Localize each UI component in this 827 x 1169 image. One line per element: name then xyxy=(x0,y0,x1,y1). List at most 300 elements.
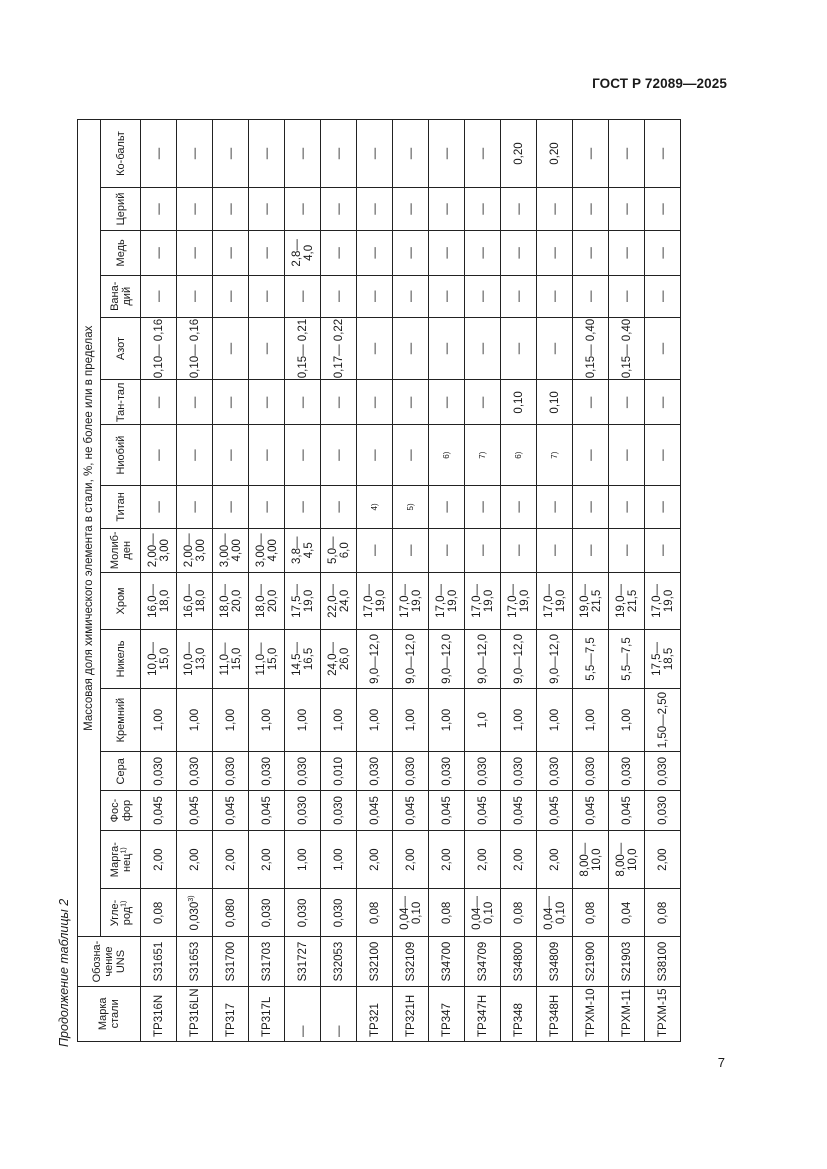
mn-cell: 8,00— 10,0 xyxy=(609,830,645,889)
si-cell: 1,00 xyxy=(357,688,393,752)
uns-cell: S31700 xyxy=(213,937,249,986)
cr-cell: 17,0— 19,0 xyxy=(645,572,681,629)
v-cell: — xyxy=(177,275,213,317)
ce-cell: — xyxy=(249,188,285,231)
cr-cell: 17,0— 19,0 xyxy=(429,572,465,629)
mo-cell: — xyxy=(465,528,501,572)
col-nickel-header: Никель xyxy=(101,630,141,689)
c-cell xyxy=(213,889,249,937)
grade-cell: TP316N xyxy=(141,986,177,1041)
page-number: 7 xyxy=(717,1055,725,1070)
ta-cell: 0,10 xyxy=(501,380,537,425)
p-cell: 0,045 xyxy=(393,791,429,831)
carbon-value: 0,04— 0,10 xyxy=(398,896,423,930)
mo-cell: 3,00— 4,00 xyxy=(213,528,249,572)
si-cell: 1,00 xyxy=(393,688,429,752)
co-cell: — xyxy=(645,120,681,188)
c-cell xyxy=(249,889,285,937)
c-cell xyxy=(393,889,429,937)
grade-cell: TP316LN xyxy=(177,986,213,1041)
co-cell: — xyxy=(141,120,177,188)
si-cell: 1,00 xyxy=(429,688,465,752)
carbon-value: 0,04— 0,10 xyxy=(542,896,567,930)
p-cell: 0,045 xyxy=(609,791,645,831)
v-cell: — xyxy=(249,275,285,317)
nb-cell: 6) xyxy=(429,425,465,486)
s-cell: 0,030 xyxy=(465,752,501,791)
carbon-value: 0,08 xyxy=(512,901,525,925)
col-manganese-header: Марга-нец$^{1)}$ xyxy=(101,830,141,889)
ti-cell: — xyxy=(213,485,249,528)
nb-cell: 7) xyxy=(465,425,501,486)
cu-cell: — xyxy=(213,230,249,275)
carbon-value: 0,04— 0,10 xyxy=(470,896,495,930)
carbon-value: 0,04 xyxy=(620,901,633,925)
mo-cell: — xyxy=(537,528,573,572)
ti-cell: 5) xyxy=(393,485,429,528)
mn-cell: 2,00 xyxy=(537,830,573,889)
c-cell xyxy=(141,889,177,937)
table-body xyxy=(141,120,681,1042)
v-cell: — xyxy=(429,275,465,317)
co-cell: — xyxy=(429,120,465,188)
n-cell: — xyxy=(537,317,573,380)
mn-cell: 2,00 xyxy=(141,830,177,889)
table-row xyxy=(645,120,681,1042)
s-cell: 0,010 xyxy=(321,752,357,791)
grade-cell: TP347H xyxy=(465,986,501,1041)
col-phosphorus-header: Фос-фор xyxy=(101,791,141,831)
cr-cell: 17,0— 19,0 xyxy=(501,572,537,629)
table-row xyxy=(357,120,393,1042)
uns-cell: S31727 xyxy=(285,937,321,986)
ti-cell: — xyxy=(501,485,537,528)
si-cell: 1,00 xyxy=(321,688,357,752)
cr-cell: 19,0— 21,5 xyxy=(609,572,645,629)
s-cell: 0,030 xyxy=(537,752,573,791)
s-cell: 0,030 xyxy=(609,752,645,791)
ni-cell: 9,0—12,0 xyxy=(501,630,537,689)
s-cell: 0,030 xyxy=(393,752,429,791)
ce-cell: — xyxy=(141,188,177,231)
co-cell: — xyxy=(573,120,609,188)
uns-cell: S32100 xyxy=(357,937,393,986)
c-cell xyxy=(429,889,465,937)
co-cell: — xyxy=(177,120,213,188)
v-cell: — xyxy=(321,275,357,317)
mo-cell: — xyxy=(609,528,645,572)
mo-cell: 2,00— 3,00 xyxy=(141,528,177,572)
mo-cell: — xyxy=(357,528,393,572)
col-nitrogen-header: Азот xyxy=(101,317,141,380)
p-cell: 0,045 xyxy=(537,791,573,831)
uns-cell: S34700 xyxy=(429,937,465,986)
cr-cell: 17,0— 19,0 xyxy=(393,572,429,629)
p-cell: 0,030 xyxy=(321,791,357,831)
col-sulfur-header: Сера xyxy=(101,752,141,791)
ce-cell: — xyxy=(537,188,573,231)
ti-cell: — xyxy=(177,485,213,528)
col-vanadium-header: Вана-дий xyxy=(101,275,141,317)
mo-cell: — xyxy=(393,528,429,572)
ti-cell: 4) xyxy=(357,485,393,528)
s-cell: 0,030 xyxy=(249,752,285,791)
nb-cell: — xyxy=(573,425,609,486)
ti-cell: — xyxy=(249,485,285,528)
mn-cell: 2,00 xyxy=(429,830,465,889)
si-cell: 1,00 xyxy=(537,688,573,752)
s-cell: 0,030 xyxy=(645,752,681,791)
mn-cell: 1,00 xyxy=(285,830,321,889)
p-cell: 0,045 xyxy=(573,791,609,831)
nb-cell: — xyxy=(609,425,645,486)
uns-cell: S31651 xyxy=(141,937,177,986)
ni-cell: 9,0—12,0 xyxy=(465,630,501,689)
table-row xyxy=(141,120,177,1042)
c-cell xyxy=(285,889,321,937)
carbon-footnote: 3) xyxy=(187,895,195,902)
p-cell: 0,045 xyxy=(177,791,213,831)
grade-cell: — xyxy=(321,986,357,1041)
s-cell: 0,030 xyxy=(141,752,177,791)
n-cell: — xyxy=(429,317,465,380)
cr-cell: 18,0— 20,0 xyxy=(213,572,249,629)
uns-cell: S31703 xyxy=(249,937,285,986)
c-cell xyxy=(321,889,357,937)
co-cell: — xyxy=(393,120,429,188)
v-cell: — xyxy=(213,275,249,317)
c-cell xyxy=(573,889,609,937)
ti-cell: — xyxy=(609,485,645,528)
ti-cell: — xyxy=(285,485,321,528)
co-cell: 0,20 xyxy=(537,120,573,188)
uns-cell: S21900 xyxy=(573,937,609,986)
uns-cell: S34800 xyxy=(501,937,537,986)
cu-cell: — xyxy=(429,230,465,275)
v-cell: — xyxy=(501,275,537,317)
s-cell: 0,030 xyxy=(357,752,393,791)
grade-cell: TP347 xyxy=(429,986,465,1041)
n-cell: 0,15— 0,40 xyxy=(609,317,645,380)
grade-cell: TP321 xyxy=(357,986,393,1041)
ce-cell: — xyxy=(213,188,249,231)
ni-cell: 9,0—12,0 xyxy=(537,630,573,689)
ni-cell: 11,0— 15,0 xyxy=(249,630,285,689)
nb-cell: — xyxy=(645,425,681,486)
co-cell: — xyxy=(213,120,249,188)
col-uns-header: Обозна-чение UNS xyxy=(78,937,141,986)
si-cell: 1,00 xyxy=(501,688,537,752)
carbon-value: 0,030 xyxy=(188,901,201,931)
cu-cell: — xyxy=(645,230,681,275)
nb-cell: — xyxy=(321,425,357,486)
grade-cell: TPXM-10 xyxy=(573,986,609,1041)
table-row xyxy=(501,120,537,1042)
n-cell: — xyxy=(465,317,501,380)
table-row xyxy=(573,120,609,1042)
n-cell: 0,10— 0,16 xyxy=(177,317,213,380)
v-cell: — xyxy=(465,275,501,317)
nb-cell: — xyxy=(249,425,285,486)
mo-cell: 3,00— 4,00 xyxy=(249,528,285,572)
steel-composition-table xyxy=(77,119,681,1042)
col-silicon-header: Кремний xyxy=(101,688,141,752)
c-cell xyxy=(501,889,537,937)
mo-cell: — xyxy=(573,528,609,572)
carbon-value: 0,030 xyxy=(260,898,273,928)
cu-cell: — xyxy=(573,230,609,275)
grade-cell: TPXM-15 xyxy=(645,986,681,1041)
uns-cell: S31653 xyxy=(177,937,213,986)
ti-cell: — xyxy=(141,485,177,528)
uns-cell: S32053 xyxy=(321,937,357,986)
ti-cell: — xyxy=(573,485,609,528)
ta-cell: — xyxy=(321,380,357,425)
table-row xyxy=(249,120,285,1042)
s-cell: 0,030 xyxy=(177,752,213,791)
ce-cell: — xyxy=(177,188,213,231)
s-cell: 0,030 xyxy=(573,752,609,791)
ce-cell: — xyxy=(645,188,681,231)
grade-cell: TP317L xyxy=(249,986,285,1041)
si-cell: 1,00 xyxy=(573,688,609,752)
ti-cell: — xyxy=(465,485,501,528)
ni-cell: 9,0—12,0 xyxy=(393,630,429,689)
table-row xyxy=(537,120,573,1042)
si-cell: 1,00 xyxy=(177,688,213,752)
si-cell: 1,00 xyxy=(141,688,177,752)
v-cell: — xyxy=(645,275,681,317)
cr-cell: 17,0— 19,0 xyxy=(465,572,501,629)
ce-cell: — xyxy=(429,188,465,231)
s-cell: 0,030 xyxy=(213,752,249,791)
mn-cell: 2,00 xyxy=(501,830,537,889)
co-cell: — xyxy=(465,120,501,188)
p-cell: 0,045 xyxy=(465,791,501,831)
carbon-value: 0,08 xyxy=(440,901,453,925)
ce-cell: — xyxy=(357,188,393,231)
si-cell: 1,00 xyxy=(249,688,285,752)
nb-cell: — xyxy=(213,425,249,486)
col-tantalum-header: Тан-тал xyxy=(101,380,141,425)
col-cerium-header: Церий xyxy=(101,188,141,231)
p-cell: 0,045 xyxy=(141,791,177,831)
ni-cell: 17,5— 18,5 xyxy=(645,630,681,689)
v-cell: — xyxy=(573,275,609,317)
nb-cell: 6) xyxy=(501,425,537,486)
co-cell: 0,20 xyxy=(501,120,537,188)
ni-cell: 10,0— 13,0 xyxy=(177,630,213,689)
composition-group-header: Массовая доля химического элемента в стали, %, не более или в пределах xyxy=(78,120,101,937)
si-cell: 1,00 xyxy=(285,688,321,752)
cu-cell: — xyxy=(141,230,177,275)
v-cell: — xyxy=(609,275,645,317)
si-cell: 1,00 xyxy=(609,688,645,752)
ta-cell: — xyxy=(357,380,393,425)
n-cell: 0,15— 0,40 xyxy=(573,317,609,380)
uns-cell: S34809 xyxy=(537,937,573,986)
v-cell: — xyxy=(393,275,429,317)
p-cell: 0,045 xyxy=(213,791,249,831)
c-cell xyxy=(177,889,213,937)
table-row xyxy=(285,120,321,1042)
cu-cell: — xyxy=(465,230,501,275)
ni-cell: 5,5—7,5 xyxy=(573,630,609,689)
grade-cell: TP348 xyxy=(501,986,537,1041)
nb-cell: — xyxy=(177,425,213,486)
carbon-value: 0,08 xyxy=(152,901,165,925)
si-cell: 1,00 xyxy=(213,688,249,752)
cu-cell: — xyxy=(177,230,213,275)
p-cell: 0,045 xyxy=(501,791,537,831)
c-cell xyxy=(465,889,501,937)
n-cell: 0,10— 0,16 xyxy=(141,317,177,380)
grade-cell: TP348H xyxy=(537,986,573,1041)
ta-cell: 0,10 xyxy=(537,380,573,425)
co-cell: — xyxy=(357,120,393,188)
ti-cell: — xyxy=(645,485,681,528)
co-cell: — xyxy=(249,120,285,188)
nb-cell: — xyxy=(285,425,321,486)
n-cell: 0,15— 0,21 xyxy=(285,317,321,380)
grade-cell: TPXM-11 xyxy=(609,986,645,1041)
ce-cell: — xyxy=(393,188,429,231)
ta-cell: — xyxy=(393,380,429,425)
ta-cell: — xyxy=(213,380,249,425)
ce-cell: — xyxy=(609,188,645,231)
table-row xyxy=(609,120,645,1042)
c-cell xyxy=(645,889,681,937)
table-row xyxy=(213,120,249,1042)
co-cell: — xyxy=(285,120,321,188)
col-titanium-header: Титан xyxy=(101,485,141,528)
c-cell xyxy=(609,889,645,937)
mn-cell: 2,00 xyxy=(645,830,681,889)
v-cell: — xyxy=(357,275,393,317)
ta-cell: — xyxy=(465,380,501,425)
table-row xyxy=(429,120,465,1042)
uns-cell: S32109 xyxy=(393,937,429,986)
table-row xyxy=(321,120,357,1042)
cu-cell: — xyxy=(249,230,285,275)
s-cell: 0,030 xyxy=(285,752,321,791)
grade-cell: — xyxy=(285,986,321,1041)
cu-cell: — xyxy=(537,230,573,275)
cr-cell: 17,0— 19,0 xyxy=(537,572,573,629)
ta-cell: — xyxy=(285,380,321,425)
nb-cell: 7) xyxy=(537,425,573,486)
carbon-value: 0,030 xyxy=(332,898,345,928)
mn-cell: 2,00 xyxy=(177,830,213,889)
ti-cell: — xyxy=(321,485,357,528)
si-cell: 1,0 xyxy=(465,688,501,752)
rotated-table-container xyxy=(77,119,714,1042)
mo-cell: 5,0— 6,0 xyxy=(321,528,357,572)
ni-cell: 14,5— 16,5 xyxy=(285,630,321,689)
ti-cell: — xyxy=(537,485,573,528)
col-chromium-header: Хром xyxy=(101,572,141,629)
n-cell: 0,17— 0,22 xyxy=(321,317,357,380)
v-cell: — xyxy=(285,275,321,317)
ta-cell: — xyxy=(429,380,465,425)
ti-cell: — xyxy=(429,485,465,528)
carbon-value: 0,030 xyxy=(296,898,309,928)
cr-cell: 16,0— 18,0 xyxy=(141,572,177,629)
p-cell: 0,030 xyxy=(645,791,681,831)
ce-cell: — xyxy=(321,188,357,231)
uns-cell: S21903 xyxy=(609,937,645,986)
ni-cell: 9,0—12,0 xyxy=(357,630,393,689)
uns-cell: S38100 xyxy=(645,937,681,986)
carbon-value: 0,08 xyxy=(584,901,597,925)
mo-cell: — xyxy=(429,528,465,572)
carbon-value: 0,08 xyxy=(368,901,381,925)
mn-cell: 2,00 xyxy=(393,830,429,889)
c-cell xyxy=(537,889,573,937)
col-grade-header: Марка стали xyxy=(78,986,141,1041)
v-cell: — xyxy=(141,275,177,317)
si-cell: 1,50—2,50 xyxy=(645,688,681,752)
mo-cell: 2,00— 3,00 xyxy=(177,528,213,572)
grade-cell: TP317 xyxy=(213,986,249,1041)
nb-cell: — xyxy=(357,425,393,486)
cu-cell: — xyxy=(321,230,357,275)
ta-cell: — xyxy=(645,380,681,425)
table-caption: Продолжение таблицы 2 xyxy=(57,898,71,1047)
cu-cell: 2,8— 4,0 xyxy=(285,230,321,275)
s-cell: 0,030 xyxy=(501,752,537,791)
cr-cell: 17,0— 19,0 xyxy=(357,572,393,629)
ce-cell: — xyxy=(465,188,501,231)
nb-cell: — xyxy=(141,425,177,486)
ni-cell: 10,0— 15,0 xyxy=(141,630,177,689)
ce-cell: — xyxy=(285,188,321,231)
document-code: ГОСТ Р 72089—2025 xyxy=(592,76,727,91)
co-cell: — xyxy=(321,120,357,188)
ni-cell: 24,0— 26,0 xyxy=(321,630,357,689)
carbon-value: 0,080 xyxy=(224,898,237,928)
n-cell: — xyxy=(357,317,393,380)
mo-cell: — xyxy=(501,528,537,572)
cu-cell: — xyxy=(501,230,537,275)
mo-cell: — xyxy=(645,528,681,572)
p-cell: 0,045 xyxy=(429,791,465,831)
cr-cell: 16,0— 18,0 xyxy=(177,572,213,629)
n-cell: — xyxy=(393,317,429,380)
ce-cell: — xyxy=(573,188,609,231)
cr-cell: 18,0— 20,0 xyxy=(249,572,285,629)
mn-cell: 2,00 xyxy=(465,830,501,889)
cr-cell: 17,5— 19,0 xyxy=(285,572,321,629)
c-cell xyxy=(357,889,393,937)
ni-cell: 5,5—7,5 xyxy=(609,630,645,689)
col-molybdenum-header: Молиб-ден xyxy=(101,528,141,572)
nb-cell: — xyxy=(393,425,429,486)
ta-cell: — xyxy=(573,380,609,425)
table-row xyxy=(177,120,213,1042)
mn-cell: 8,00— 10,0 xyxy=(573,830,609,889)
s-cell: 0,030 xyxy=(429,752,465,791)
mn-cell: 2,00 xyxy=(249,830,285,889)
n-cell: — xyxy=(249,317,285,380)
table-row xyxy=(393,120,429,1042)
ni-cell: 9,0—12,0 xyxy=(429,630,465,689)
co-cell: — xyxy=(609,120,645,188)
n-cell: — xyxy=(501,317,537,380)
n-cell: — xyxy=(213,317,249,380)
cu-cell: — xyxy=(357,230,393,275)
col-copper-header: Медь xyxy=(101,230,141,275)
